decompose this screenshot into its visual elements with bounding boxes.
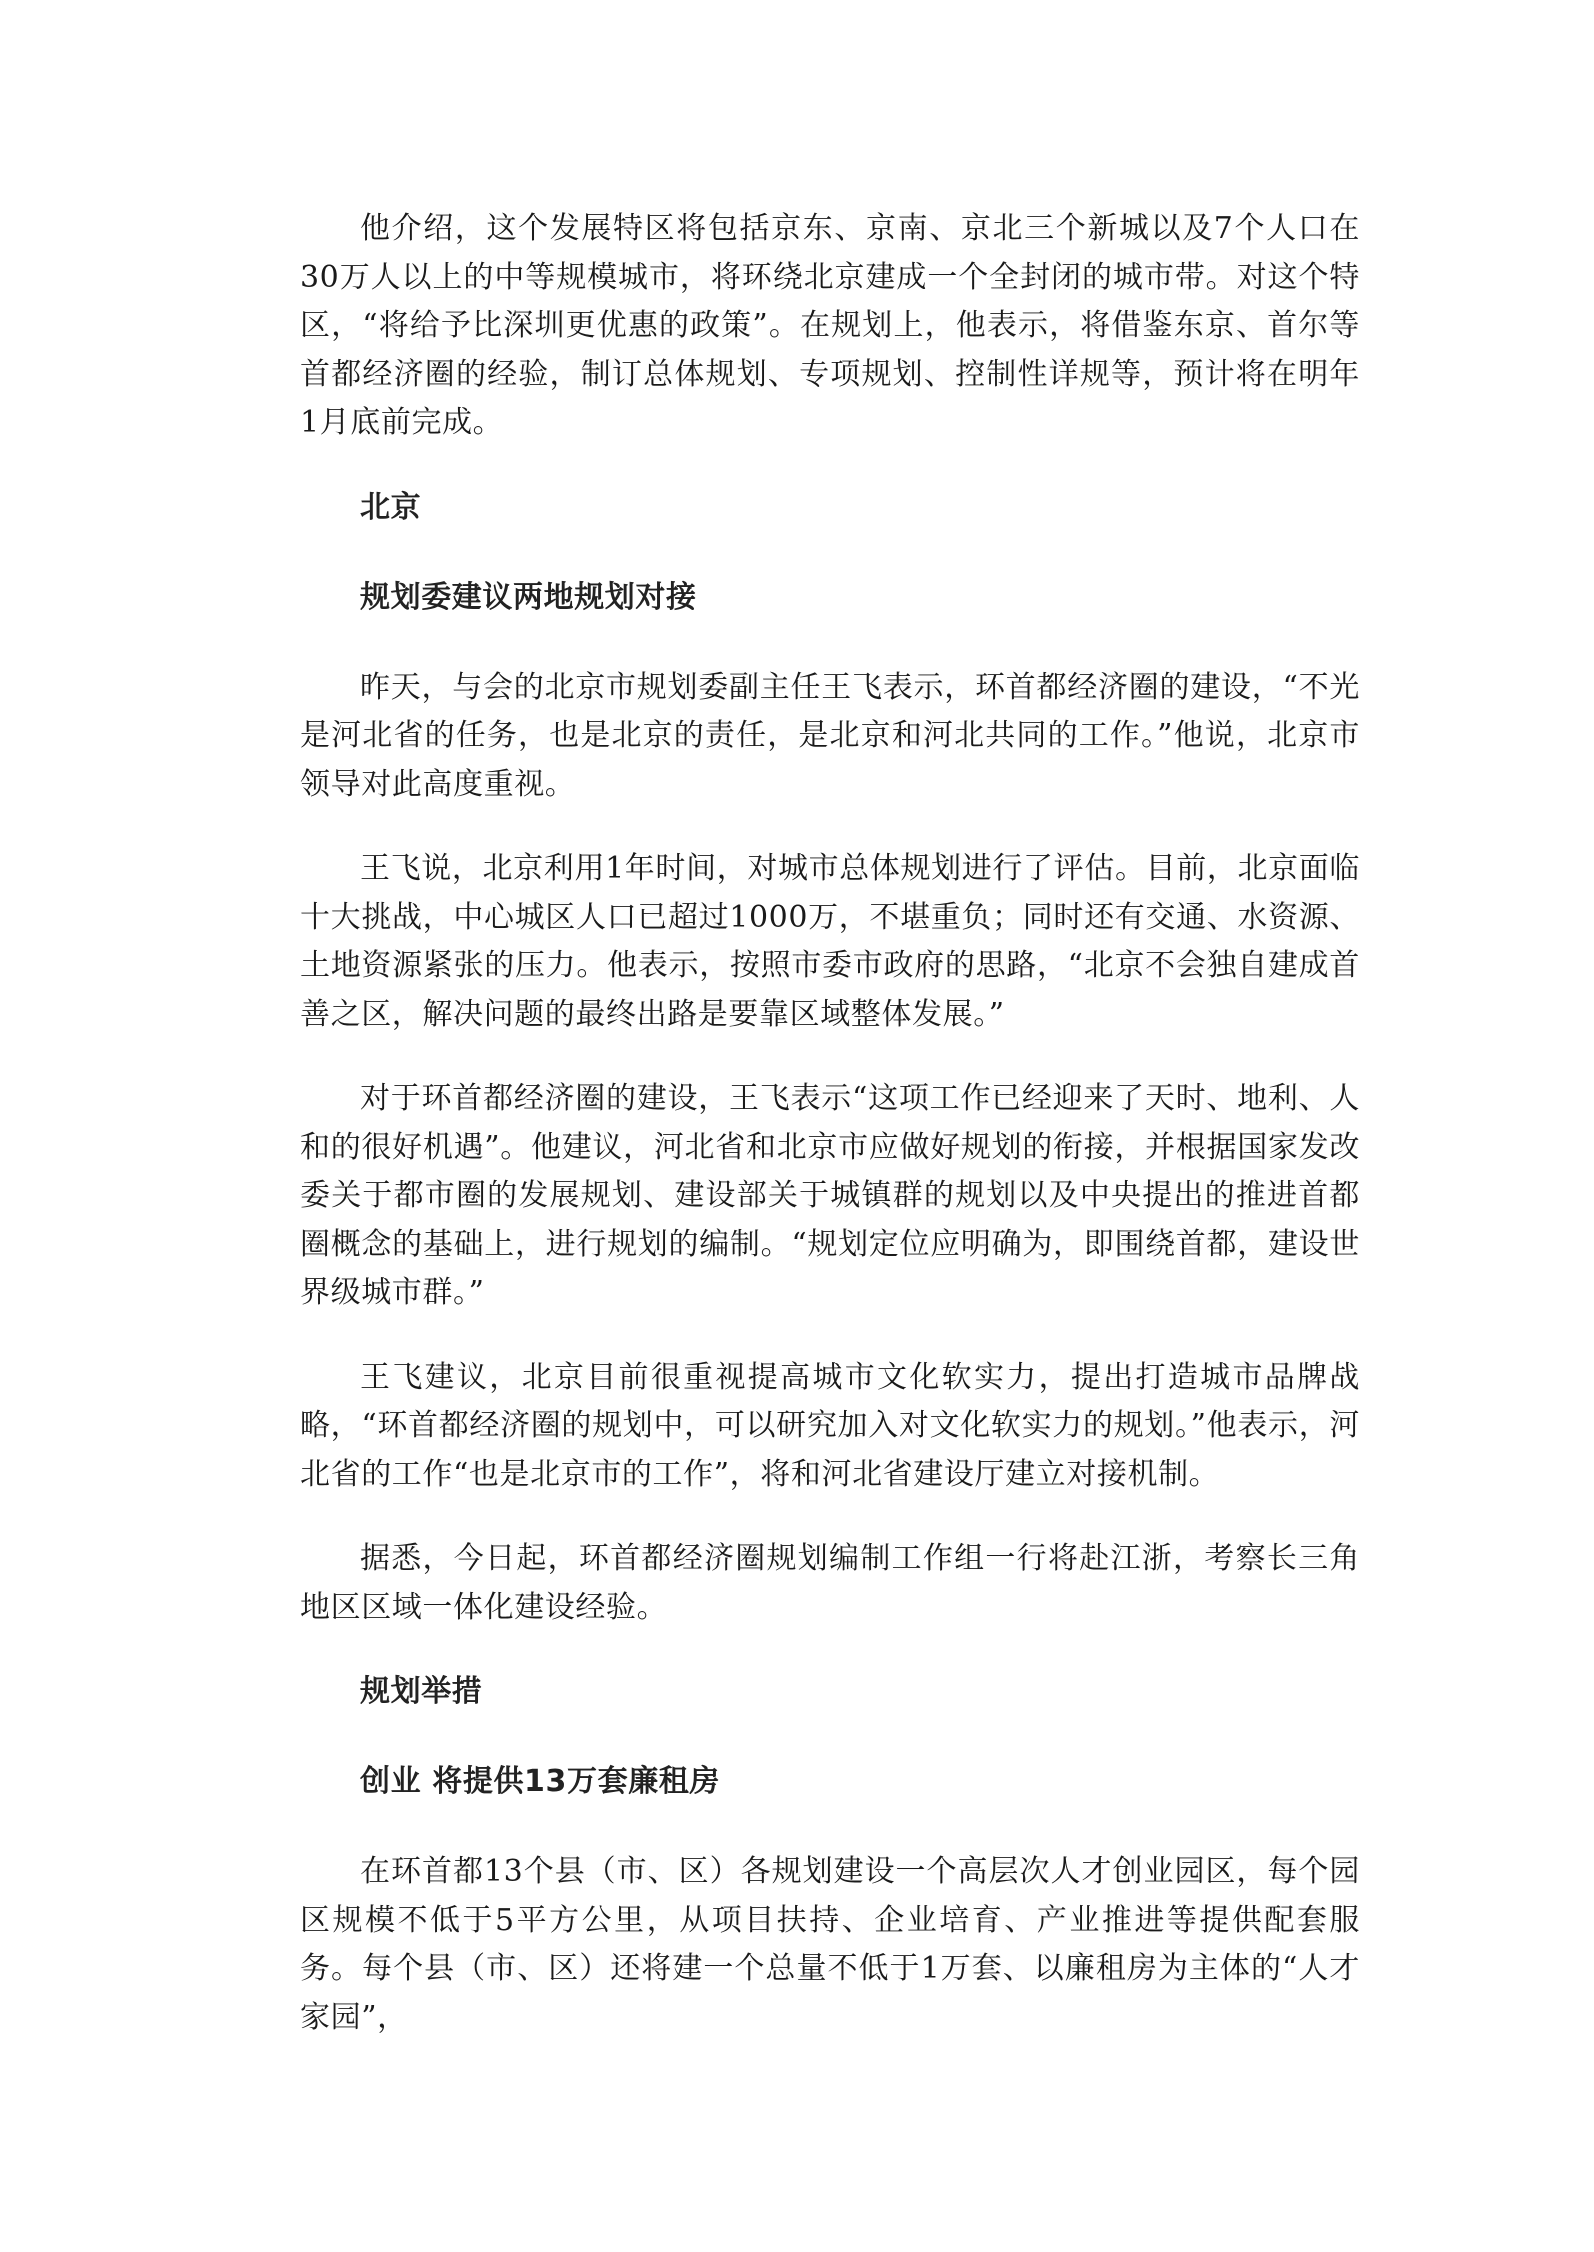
paragraph-talent-park: 在环首都13个县（市、区）各规划建设一个高层次人才创业园区，每个园区规模不低于5平方公里，从项目扶持、企业培育、产业推进等提供配套服务。每个县（市、区）还将建一个总量不低于1万套、以廉租房为主体的“人才家园”， — [300, 1854, 1360, 2035]
paragraph-wangfei-statement: 昨天，与会的北京市规划委副主任王飞表示，环首都经济圈的建设，“不光是河北省的任务，也是北京的责任，是北京和河北共同的工作。”他说，北京市领导对此高度重视。 — [300, 669, 1360, 802]
paragraph-opportunity: 对于环首都经济圈的建设，王飞表示“这项工作已经迎来了天时、地利、人和的很好机遇”。他建议，河北省和北京市应做好规划的衔接，并根据国家发改委关于都市圈的发展规划、建设部关于城镇群的规划以及中央提出的推进首都圈概念的基础上，进行规划的编制。“规划定位应明确为，即围绕首都，建设世界级城市群。” — [300, 1081, 1360, 1310]
subheading-planning-docking: 规划委建议两地规划对接 — [360, 579, 697, 615]
section-heading-measures: 规划举措 — [360, 1674, 483, 1709]
section-heading-beijing: 北京 — [360, 489, 422, 525]
article-body — [300, 205, 1360, 2042]
subheading-low-rent-housing: 创业 将提供13万套廉租房 — [360, 1764, 720, 1799]
paragraph-soft-power: 王飞建议，北京目前很重视提高城市文化软实力，提出打造城市品牌战略，“环首都经济圈的规划中，可以研究加入对文化软实力的规划。”他表示，河北省的工作“也是北京市的工作”，将和河北省建设厅建立对接机制。 — [300, 1359, 1360, 1492]
paragraph-inspection-trip: 据悉，今日起，环首都经济圈规划编制工作组一行将赴江浙，考察长三角地区区域一体化建设经验。 — [300, 1541, 1360, 1625]
paragraph-beijing-challenges: 王飞说，北京利用1年时间，对城市总体规划进行了评估。目前，北京面临十大挑战，中心城区人口已超过1000万，不堪重负；同时还有交通、水资源、土地资源紧张的压力。他表示，按照市委市政府的思路，“北京不会独自建成首善之区，解决问题的最终出路是要靠区域整体发展。” — [300, 851, 1360, 1032]
paragraph-special-zone: 他介绍，这个发展特区将包括京东、京南、京北三个新城以及7个人口在30万人以上的中等规模城市，将环绕北京建成一个全封闭的城市带。对这个特区，“将给予比深圳更优惠的政策”。在规划上，他表示，将借鉴东京、首尔等首都经济圈的经验，制订总体规划、专项规划、控制性详规等，预计将在明年1月底前完成。 — [300, 211, 1360, 440]
